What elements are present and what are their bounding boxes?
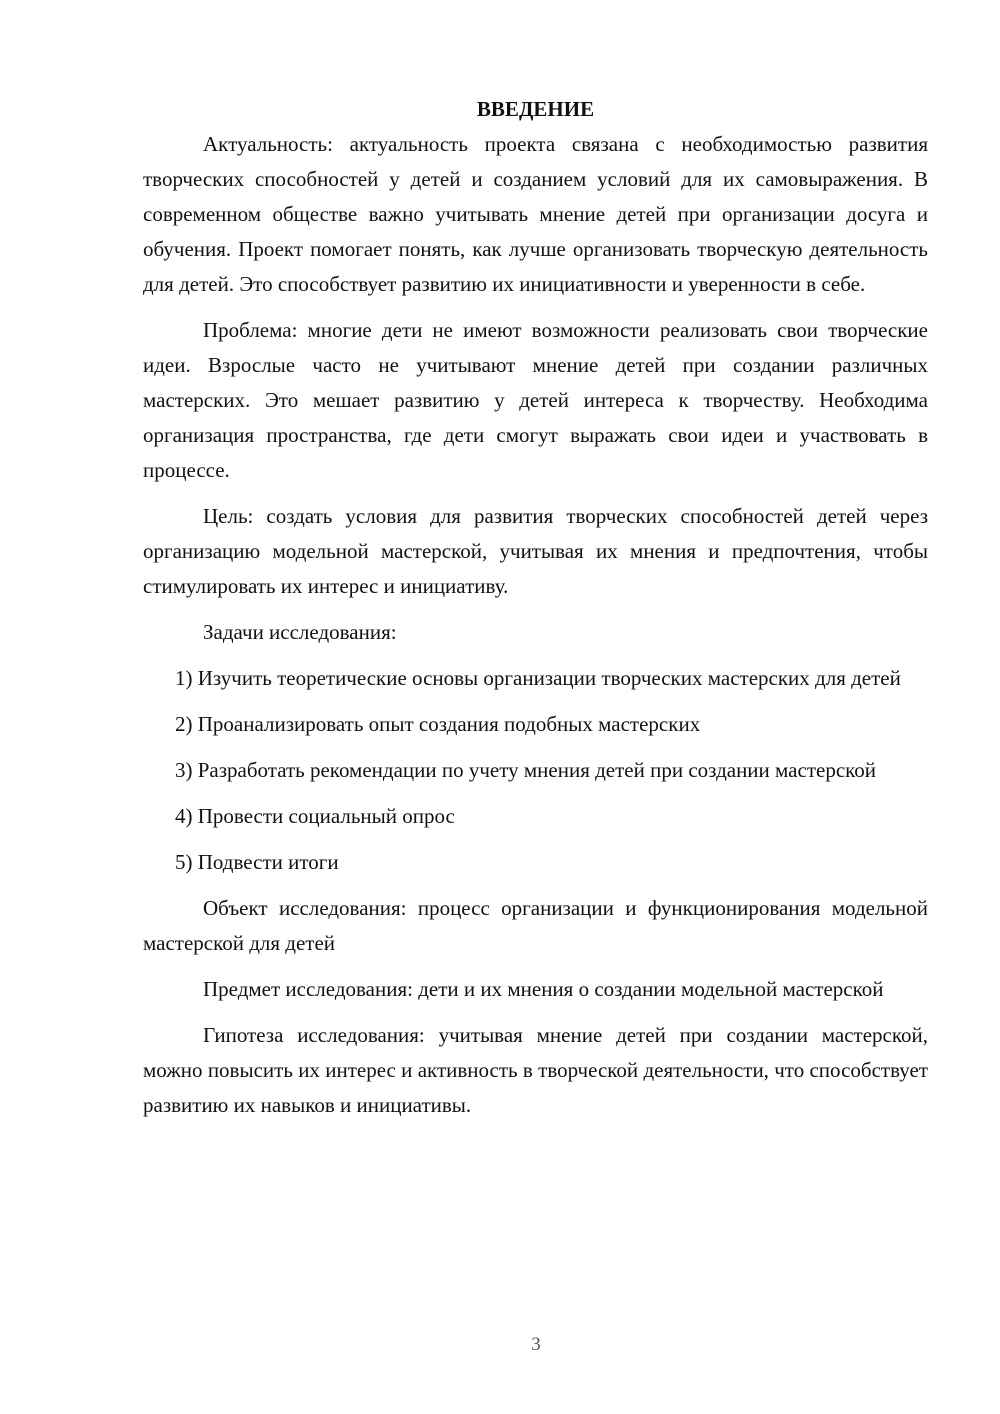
page-title: ВВЕДЕНИЕ bbox=[476, 97, 595, 121]
task-item-4: 4) Провести социальный опрос bbox=[175, 804, 455, 828]
page-number: 3 bbox=[531, 1334, 541, 1355]
subject-paragraph: Предмет исследования: дети и их мнения о создании модельной мастерской bbox=[203, 977, 884, 1001]
task-item-5: 5) Подвести итоги bbox=[175, 850, 339, 874]
page-content bbox=[143, 92, 928, 1134]
object-paragraph: Объект исследования: процесс организации и функционирования модельной мастерской для детей bbox=[143, 896, 928, 955]
problem-paragraph: Проблема: многие дети не имеют возможности реализовать свои творческие идеи. Взрослые часто не учитывают мнение детей при создании различных мастерских. Это мешает развитию у детей интереса к творчеству. Необходима организация пространства, где дети смогут выражать свои идеи и участвовать в процессе. bbox=[143, 318, 928, 482]
task-item-1: 1) Изучить теоретические основы организации творческих мастерских для детей bbox=[175, 666, 901, 690]
hypothesis-paragraph: Гипотеза исследования: учитывая мнение детей при создании мастерской, можно повысить их интерес и активность в творческой деятельности, что способствует развитию их навыков и инициативы. bbox=[143, 1023, 928, 1117]
goal-paragraph: Цель: создать условия для развития творческих способностей детей через организацию модельной мастерской, учитывая их мнения и предпочтения, чтобы стимулировать их интерес и инициативу. bbox=[143, 504, 928, 598]
task-item-2: 2) Проанализировать опыт создания подобных мастерских bbox=[175, 712, 701, 736]
task-item-3: 3) Разработать рекомендации по учету мнения детей при создании мастерской bbox=[175, 758, 877, 782]
relevance-paragraph: Актуальность: актуальность проекта связана с необходимостью развития творческих способностей у детей и созданием условий для их самовыражения. В современном обществе важно учитывать мнение детей при организации досуга и обучения. Проект помогает понять, как лучше организовать творческую деятельность для детей. Это способствует развитию их инициативности и уверенности в себе. bbox=[143, 132, 928, 296]
tasks-heading: Задачи исследования: bbox=[203, 620, 397, 644]
